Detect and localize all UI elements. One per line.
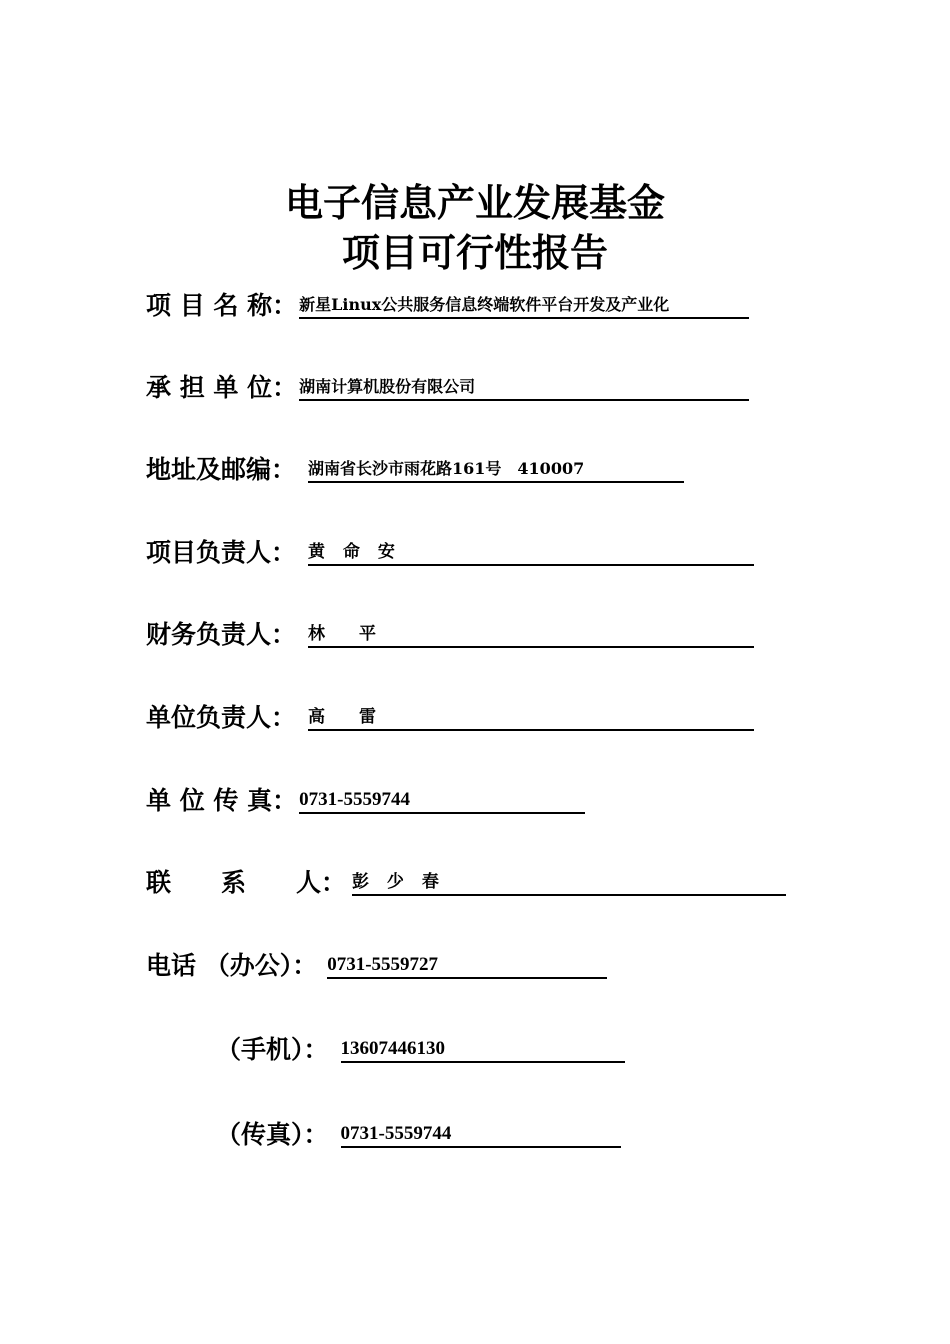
address-postcode-label: 地址及邮编： [146,455,297,484]
phone-mobile-value: 13607446130 [341,1038,625,1063]
phone-mobile-row [216,1026,625,1066]
project-name-label: 项 目 名 称： [146,291,298,320]
finance-leader-value: 林 平 [308,623,754,648]
finance-leader-row [146,611,754,651]
phone-office-label: 电话 （办公）： [146,951,318,980]
undertaking-unit-label: 承 担 单 位： [146,373,298,402]
address-postcode-row [146,446,684,486]
unit-leader-row [146,694,754,734]
report-title-line2: 项目可行性报告 [341,230,608,275]
unit-fax-value: 0731-5559744 [299,789,585,814]
phone-fax-label: （传真）： [216,1120,329,1149]
unit-leader-value: 高 雷 [308,706,754,731]
unit-fax-label: 单 位 传 真： [146,786,298,815]
phone-office-value: 0731-5559727 [327,954,607,979]
project-name-row [146,282,749,322]
undertaking-unit-value: 湖南计算机股份有限公司 [299,376,749,401]
undertaking-unit-row [146,364,749,404]
project-leader-row [146,529,754,569]
contact-person-value: 彭 少 春 [352,871,786,896]
contact-person-row [146,859,786,899]
report-title-line1: 电子信息产业发展基金 [284,180,665,225]
contact-person-label: 联 系 人： [146,868,347,897]
project-name-value: 新星Linux公共服务信息终端软件平台开发及产业化 [299,294,749,319]
phone-office-row [146,942,607,982]
address-postcode-value: 湖南省长沙市雨花路161号 410007 [308,458,684,483]
unit-leader-label: 单位负责人： [146,703,297,732]
finance-leader-label: 财务负责人： [146,620,297,649]
phone-fax-value: 0731-5559744 [341,1123,621,1148]
phone-fax-row [216,1111,621,1151]
project-leader-label: 项目负责人： [146,538,297,567]
project-leader-value: 黄 命 安 [308,541,754,566]
phone-mobile-label: （手机）： [216,1035,329,1064]
unit-fax-row [146,777,585,817]
